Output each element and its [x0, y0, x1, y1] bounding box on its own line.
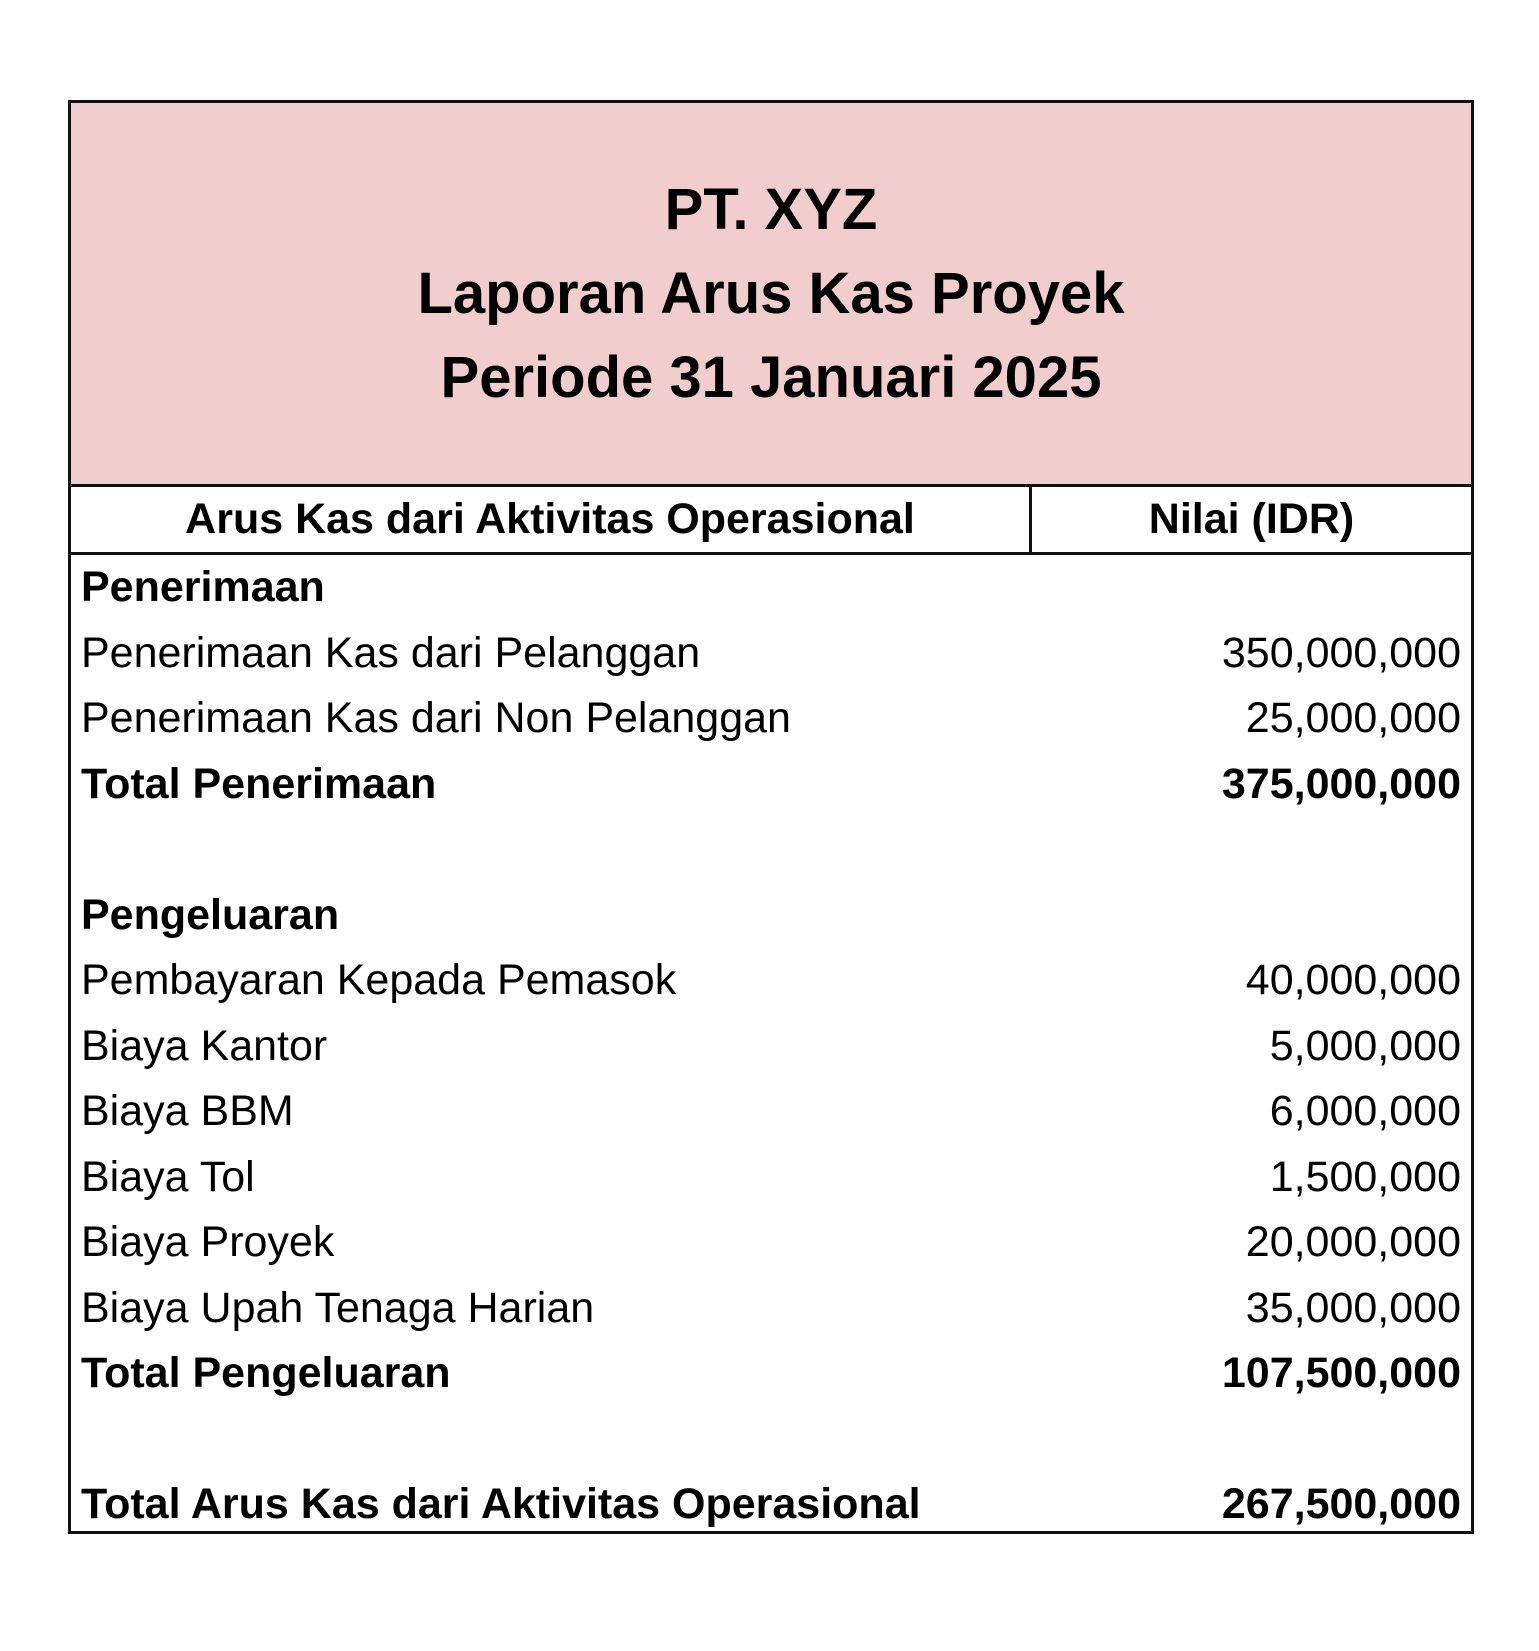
row-amount: 20,000,000 — [1245, 1218, 1461, 1267]
row-label: Pembayaran Kepada Pemasok — [81, 956, 677, 1005]
total-amount: 375,000,000 — [1221, 759, 1461, 808]
row-label: Biaya Kantor — [81, 1021, 328, 1070]
spacer-row — [71, 1407, 1471, 1473]
total-label: Total Penerimaan — [81, 759, 437, 808]
grand-total-amount: 267,500,000 — [1221, 1480, 1461, 1529]
total-amount: 107,500,000 — [1221, 1349, 1461, 1398]
column-header-row — [71, 487, 1471, 555]
report-header — [71, 103, 1471, 487]
row-label: Biaya BBM — [81, 1087, 294, 1136]
report-title: Laporan Arus Kas Proyek — [417, 260, 1125, 326]
row-amount: 350,000,000 — [1221, 628, 1461, 677]
report-period: Periode 31 Januari 2025 — [440, 344, 1102, 410]
company-name: PT. XYZ — [664, 176, 878, 242]
row-label: Biaya Upah Tenaga Harian — [81, 1283, 595, 1332]
table-row — [71, 1079, 1471, 1145]
row-amount: 5,000,000 — [1269, 1021, 1461, 1070]
column-header-value: Nilai (IDR) — [1148, 495, 1355, 543]
row-label: Penerimaan Kas dari Non Pelanggan — [81, 694, 791, 743]
section-heading-expenses — [71, 883, 1471, 949]
table-row — [71, 1210, 1471, 1276]
table-row — [71, 1145, 1471, 1211]
total-row-expenses — [71, 1341, 1471, 1407]
table-row — [71, 1014, 1471, 1080]
column-header-description: Arus Kas dari Aktivitas Operasional — [71, 487, 1032, 552]
section-heading-label: Penerimaan — [81, 563, 325, 612]
row-label: Biaya Proyek — [81, 1218, 335, 1267]
total-row-receipts — [71, 752, 1471, 818]
table-row — [71, 686, 1471, 752]
table-row — [71, 948, 1471, 1014]
row-amount: 35,000,000 — [1245, 1283, 1461, 1332]
section-heading-label: Pengeluaran — [81, 890, 340, 939]
grand-total-label: Total Arus Kas dari Aktivitas Operasional — [81, 1480, 921, 1529]
spacer-row — [71, 817, 1471, 883]
cash-flow-report — [68, 100, 1474, 1534]
table-row — [71, 1276, 1471, 1342]
row-label: Biaya Tol — [81, 1152, 255, 1201]
row-amount: 6,000,000 — [1269, 1087, 1461, 1136]
grand-total-row — [71, 1472, 1471, 1538]
total-label: Total Pengeluaran — [81, 1349, 451, 1398]
report-rows — [71, 555, 1471, 1538]
row-label: Penerimaan Kas dari Pelanggan — [81, 628, 701, 677]
row-amount: 25,000,000 — [1245, 694, 1461, 743]
row-amount: 40,000,000 — [1245, 956, 1461, 1005]
section-heading-receipts — [71, 555, 1471, 621]
row-amount: 1,500,000 — [1269, 1152, 1461, 1201]
table-row — [71, 621, 1471, 687]
